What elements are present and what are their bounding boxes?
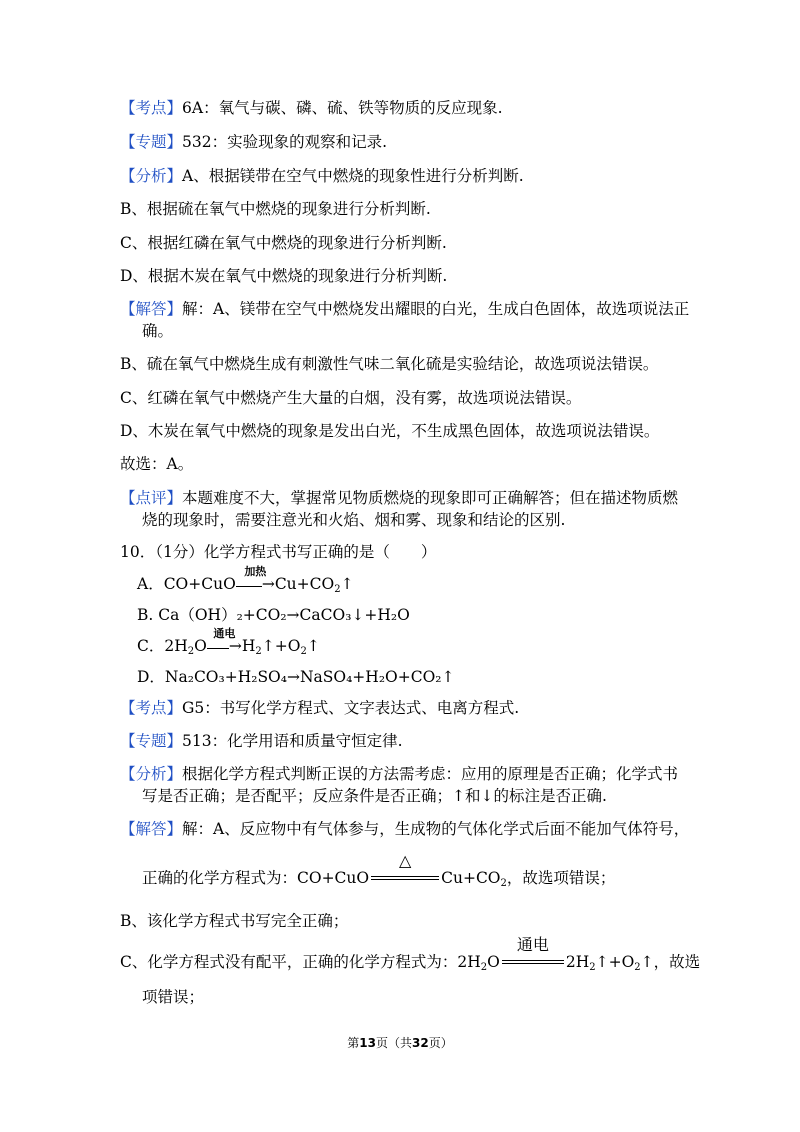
tag-zhuanti-2: 【专题】 bbox=[120, 732, 183, 750]
page-footer bbox=[0, 1034, 800, 1051]
tag-kaodian-2: 【考点】 bbox=[120, 699, 183, 717]
subscript: 2 bbox=[255, 646, 262, 657]
oxygen-product: ↑+O bbox=[261, 637, 301, 655]
subscript: 2 bbox=[500, 878, 507, 889]
arrow-condition: 通电 bbox=[213, 627, 236, 640]
electrolysis-arrow: 通电 → bbox=[207, 636, 242, 656]
fenxi-c: C、根据红磷在氧气中燃烧的现象进行分析判断. bbox=[120, 234, 447, 252]
jieda-text-2: 解：A、反应物中有气体参与，生成物的气体化学式后面不能加气体符号， bbox=[182, 820, 690, 838]
fenxi-b: B、根据硫在氧气中燃烧的现象进行分析判断. bbox=[120, 200, 431, 218]
kaodian-text: 6A：氧气与碳、磷、硫、铁等物质的反应现象. bbox=[182, 99, 503, 117]
electrolysis-condition: 通电 bbox=[516, 935, 549, 954]
dianping-text: 本题难度不大，掌握常见物质燃烧的现象即可正确解答；但在描述物质燃 bbox=[182, 489, 679, 507]
subscript: 2 bbox=[300, 646, 307, 657]
page-number: 13 bbox=[359, 1036, 376, 1050]
total-pages: 32 bbox=[412, 1036, 429, 1050]
fenxi-text-2: 根据化学方程式判断正误的方法需考虑：应用的原理是否正确；化学式书 bbox=[182, 765, 679, 783]
triangle-icon: △ bbox=[398, 851, 412, 870]
heat-equals-sign bbox=[371, 851, 439, 885]
electrolysis-equals-sign bbox=[502, 935, 564, 969]
option-c bbox=[137, 627, 320, 657]
kaodian-text-2: G5：书写化学方程式、文字表达式、电离方程式. bbox=[182, 699, 520, 717]
kaodian-line bbox=[120, 98, 503, 118]
jieda-cont: 确。 bbox=[142, 322, 174, 340]
subscript: 2 bbox=[187, 646, 195, 657]
tag-dianping: 【点评】 bbox=[120, 489, 183, 507]
subscript: 2 bbox=[480, 962, 488, 973]
jieda-text: 解：A、镁带在空气中燃烧发出耀眼的白光，生成白色固体，故选项说法正 bbox=[182, 300, 690, 318]
hydrogen-symbol: H bbox=[241, 637, 256, 655]
arrow-condition: 加热 bbox=[244, 565, 267, 578]
jieda-line bbox=[120, 299, 689, 319]
guxuan: 故选：A。 bbox=[120, 455, 194, 473]
up-arrow: ↑ bbox=[306, 637, 320, 655]
correct-equation-c-tail: ↑，故选 bbox=[640, 953, 701, 971]
correct-equation-prefix: 正确的化学方程式为：CO+CuO bbox=[142, 869, 370, 887]
tag-jieda-2: 【解答】 bbox=[120, 820, 183, 838]
fenxi-text: A、根据镁带在空气中燃烧的现象性进行分析判断. bbox=[182, 167, 524, 185]
jieda-a2 bbox=[142, 851, 616, 889]
jieda-c: C、红磷在氧气中燃烧产生大量的白烟，没有雾，故选项说法错误。 bbox=[120, 389, 582, 407]
tag-fenxi-2: 【分析】 bbox=[120, 765, 183, 783]
heat-arrow: 加热 → bbox=[236, 574, 275, 594]
subscript: 2 bbox=[589, 962, 596, 973]
option-b: B. Ca（OH）₂+CO₂→CaCO₃↓+H₂O bbox=[137, 606, 410, 624]
option-a bbox=[137, 565, 354, 595]
oxygen-symbol: O bbox=[194, 637, 207, 655]
zhuanti-text-2: 513：化学用语和质量守恒定律. bbox=[182, 732, 403, 750]
fenxi-line-2 bbox=[120, 764, 678, 784]
dianping-cont: 烧的现象时，需要注意光和火焰、烟和雾、现象和结论的区别. bbox=[142, 511, 566, 529]
oxygen-symbol: O bbox=[487, 953, 500, 971]
footer-post: 页） bbox=[428, 1036, 453, 1050]
correct-equation-c-prefix: C、化学方程式没有配平，正确的化学方程式为：2H bbox=[120, 953, 481, 971]
jieda-b: B、硫在氧气中燃烧生成有刺激性气味二氧化硫是实验结论，故选项说法错误。 bbox=[120, 355, 659, 373]
fenxi-line bbox=[120, 166, 524, 186]
footer-pre: 第 bbox=[347, 1036, 360, 1050]
jieda-c-cont: 项错误； bbox=[142, 988, 205, 1006]
fenxi-cont-2: 写是否正确；是否配平；反应条件是否正确；↑和↓的标注是否正确. bbox=[142, 787, 607, 805]
subscript: 2 bbox=[634, 962, 641, 973]
option-a-products: Cu+CO bbox=[274, 575, 335, 593]
correct-equation-tail: ，故选项错误； bbox=[506, 869, 616, 887]
kaodian-line-2 bbox=[120, 698, 519, 718]
zhuanti-text: 532：实验现象的观察和记录. bbox=[182, 133, 388, 151]
option-a-reactants: A．CO+CuO bbox=[137, 575, 236, 593]
option-c-reactant: C．2H bbox=[137, 637, 188, 655]
option-d: D．Na₂CO₃+H₂SO₄→NaSO₄+H₂O+CO₂↑ bbox=[137, 668, 455, 686]
jieda-b-2: B、该化学方程式书写完全正确； bbox=[120, 912, 349, 930]
fenxi-d: D、根据木炭在氧气中燃烧的现象进行分析判断. bbox=[120, 267, 448, 285]
jieda-c-2 bbox=[120, 935, 701, 973]
up-arrow: ↑ bbox=[340, 575, 354, 593]
tag-fenxi: 【分析】 bbox=[120, 167, 183, 185]
zhuanti-line bbox=[120, 132, 387, 152]
correct-equation-products: Cu+CO bbox=[441, 869, 501, 887]
footer-mid: 页（共 bbox=[375, 1036, 412, 1050]
jieda-line-2 bbox=[120, 819, 689, 839]
hydrogen-product: 2H bbox=[565, 953, 590, 971]
tag-zhuanti: 【专题】 bbox=[120, 133, 183, 151]
tag-jieda: 【解答】 bbox=[120, 300, 183, 318]
dianping-line bbox=[120, 488, 678, 508]
question-stem: 10．（1分）化学方程式书写正确的是（ ） bbox=[120, 543, 437, 561]
jieda-d: D、木炭在氧气中燃烧的现象是发出白光，不生成黑色固体，故选项说法错误。 bbox=[120, 422, 660, 440]
tag-kaodian: 【考点】 bbox=[120, 99, 183, 117]
zhuanti-line-2 bbox=[120, 731, 403, 751]
subscript: 2 bbox=[334, 584, 341, 595]
oxygen-product: ↑+O bbox=[595, 953, 635, 971]
